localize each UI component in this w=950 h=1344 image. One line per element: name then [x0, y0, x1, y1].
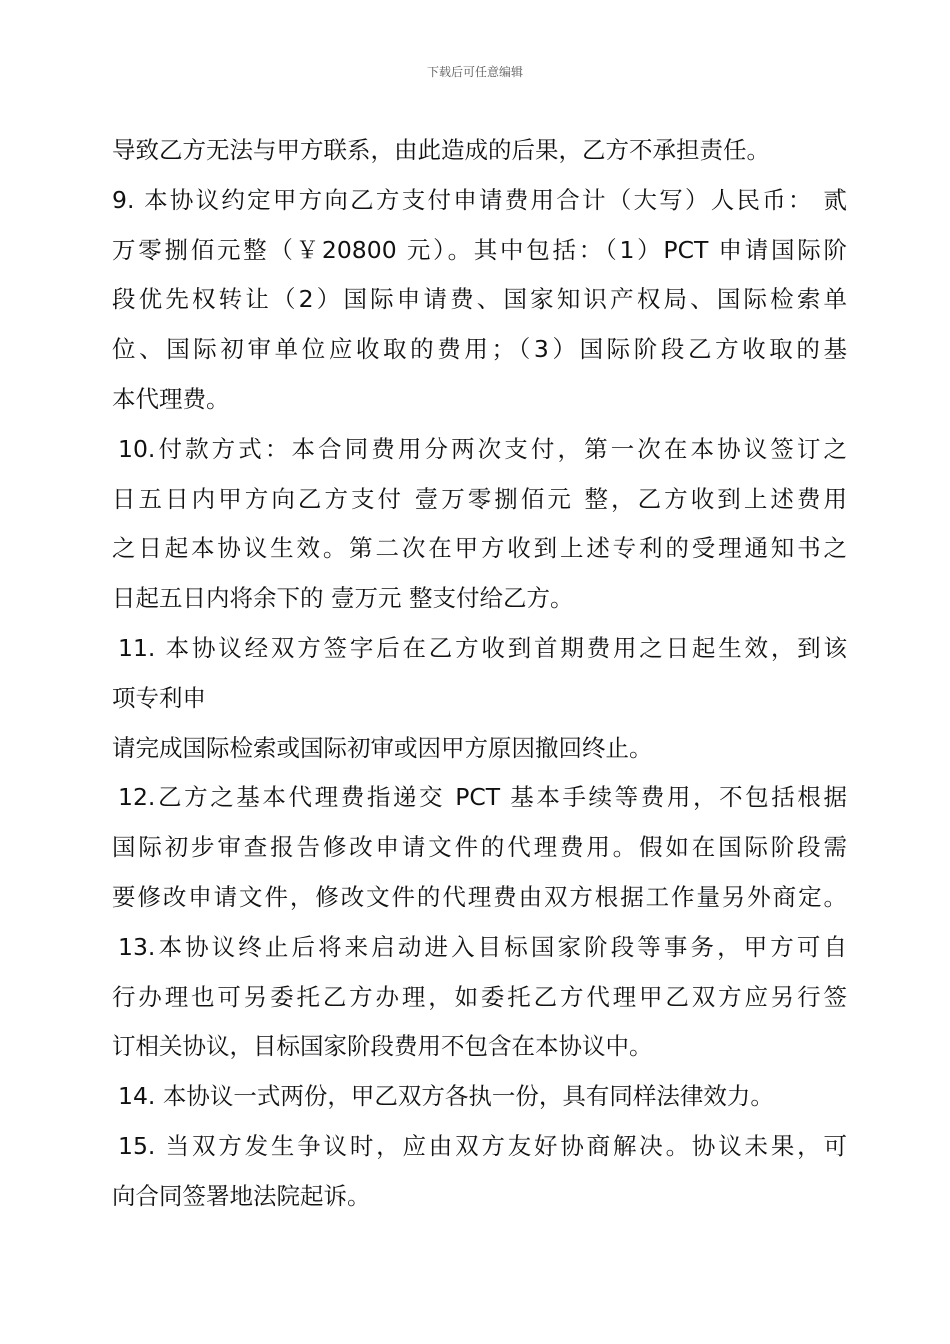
text-line: 12.乙方之基本代理费指递交 PCT 基本手续等费用，不包括根据 [118, 783, 847, 812]
page-header: 下载后可任意编辑 [426, 65, 523, 79]
text-line: 位、国际初审单位应收取的费用；（3）国际阶段乙方收取的基 [112, 335, 847, 364]
text-line: 之日起本协议生效。第二次在甲方收到上述专利的受理通知书之 [112, 534, 847, 563]
text-line: 14. 本协议一式两份，甲乙双方各执一份，具有同样法律效力。 [118, 1082, 774, 1111]
text-line: 10.付款方式：本合同费用分两次支付，第一次在本协议签订之 [118, 434, 847, 463]
text-line: 行办理也可另委托乙方办理，如委托乙方代理甲乙双方应另行签 [112, 982, 847, 1011]
text-line: 13.本协议终止后将来启动进入目标国家阶段等事务，甲方可自 [118, 932, 847, 961]
text-line: 要修改申请文件，修改文件的代理费由双方根据工作量另外商定。 [112, 882, 847, 911]
text-line: 日五日内甲方向乙方支付 壹万零捌佰元 整，乙方收到上述费用 [112, 484, 847, 513]
text-line: 日起五日内将余下的 壹万元 整支付给乙方。 [112, 584, 574, 613]
document-body [112, 126, 847, 1222]
text-line: 段优先权转让（2）国际申请费、国家知识产权局、国际检索单 [112, 285, 847, 314]
text-line: 请完成国际检索或国际初审或因甲方原因撤回终止。 [112, 733, 653, 762]
text-line: 11. 本协议经双方签字后在乙方收到首期费用之日起生效，到该 [118, 633, 847, 662]
text-line: 本代理费。 [112, 384, 230, 413]
text-line: 9. 本协议约定甲方向乙方支付申请费用合计（大写）人民币： 贰 [112, 185, 847, 214]
text-line: 项专利申 [112, 683, 206, 712]
text-line: 国际初步审查报告修改申请文件的代理费用。假如在国际阶段需 [112, 833, 847, 862]
text-line: 向合同签署地法院起诉。 [112, 1181, 371, 1210]
text-line: 15. 当双方发生争议时，应由双方友好协商解决。协议未果，可 [118, 1131, 847, 1160]
text-line: 导致乙方无法与甲方联系，由此造成的后果，乙方不承担责任。 [112, 136, 770, 164]
text-line: 订相关协议，目标国家阶段费用不包含在本协议中。 [112, 1032, 653, 1061]
text-line: 万零捌佰元整（￥20800 元）。其中包括：（1）PCT 申请国际阶 [112, 235, 847, 264]
